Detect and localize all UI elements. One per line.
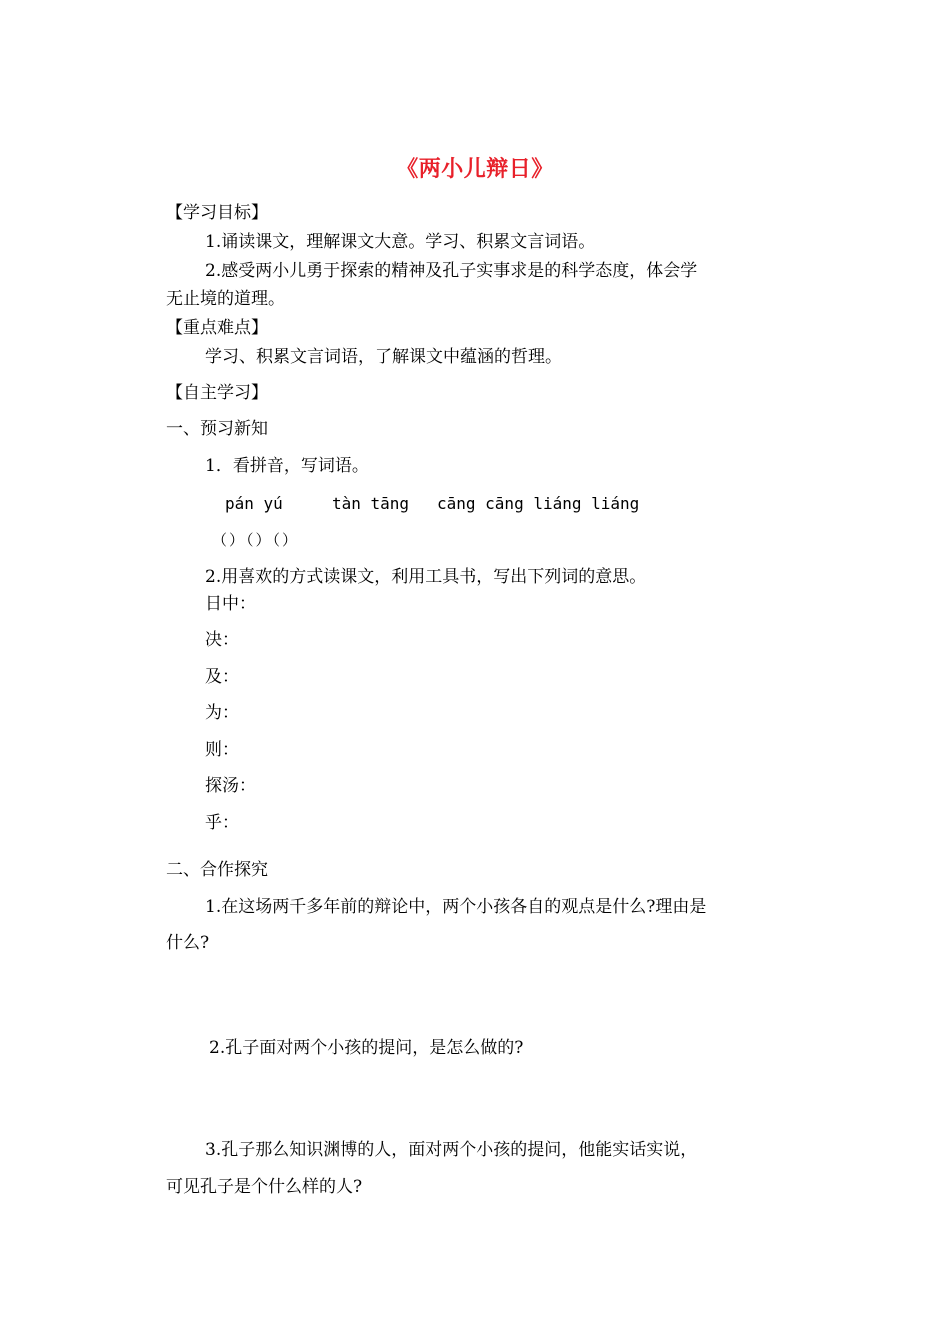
- word-item: 日中：: [205, 594, 256, 614]
- pinyin-1: pán yú: [225, 494, 283, 513]
- key-points-text: 学习、积累文言词语，了解课文中蕴涵的哲理。: [205, 347, 562, 367]
- goals-heading: 【学习目标】: [166, 203, 268, 223]
- self-study-heading: 【自主学习】: [166, 383, 268, 403]
- word-item: 及：: [205, 667, 239, 687]
- part1-heading: 一、预习新知: [166, 419, 268, 439]
- part2-question-3-line2: 可见孔子是个什么样的人?: [166, 1177, 363, 1197]
- word-item: 探汤：: [205, 776, 256, 796]
- word-item: 决：: [205, 630, 239, 650]
- part2-question-3-line1: 3.孔子那么知识渊博的人，面对两个小孩的提问，他能实话实说，: [205, 1140, 698, 1160]
- document-title: 《两小儿辩日》: [396, 157, 554, 182]
- pinyin-2: tàn tāng: [332, 494, 410, 513]
- part1-question-1: 1．看拼音，写词语。: [205, 456, 369, 476]
- part2-question-1-line2: 什么?: [166, 933, 210, 953]
- goal-item-2-line2: 无止境的道理。: [166, 289, 285, 309]
- word-item: 则：: [205, 740, 239, 760]
- answer-blanks: （）（）（）: [212, 531, 300, 549]
- word-item: 乎：: [205, 813, 239, 833]
- part1-question-2: 2.用喜欢的方式读课文，利用工具书，写出下列词的意思。: [205, 567, 647, 587]
- part2-question-1-line1: 1.在这场两千多年前的辩论中，两个小孩各自的观点是什么?理由是: [205, 897, 707, 917]
- goal-item-1: 1.诵读课文，理解课文大意。学习、积累文言词语。: [205, 232, 596, 252]
- part2-heading: 二、合作探究: [166, 860, 268, 880]
- part2-question-2: 2.孔子面对两个小孩的提问，是怎么做的?: [209, 1038, 524, 1058]
- goal-item-2-line1: 2.感受两小儿勇于探索的精神及孔子实事求是的科学态度，体会学: [205, 261, 698, 281]
- word-item: 为：: [205, 703, 239, 723]
- pinyin-3: cāng cāng liáng liáng: [437, 494, 640, 513]
- key-points-heading: 【重点难点】: [166, 318, 268, 338]
